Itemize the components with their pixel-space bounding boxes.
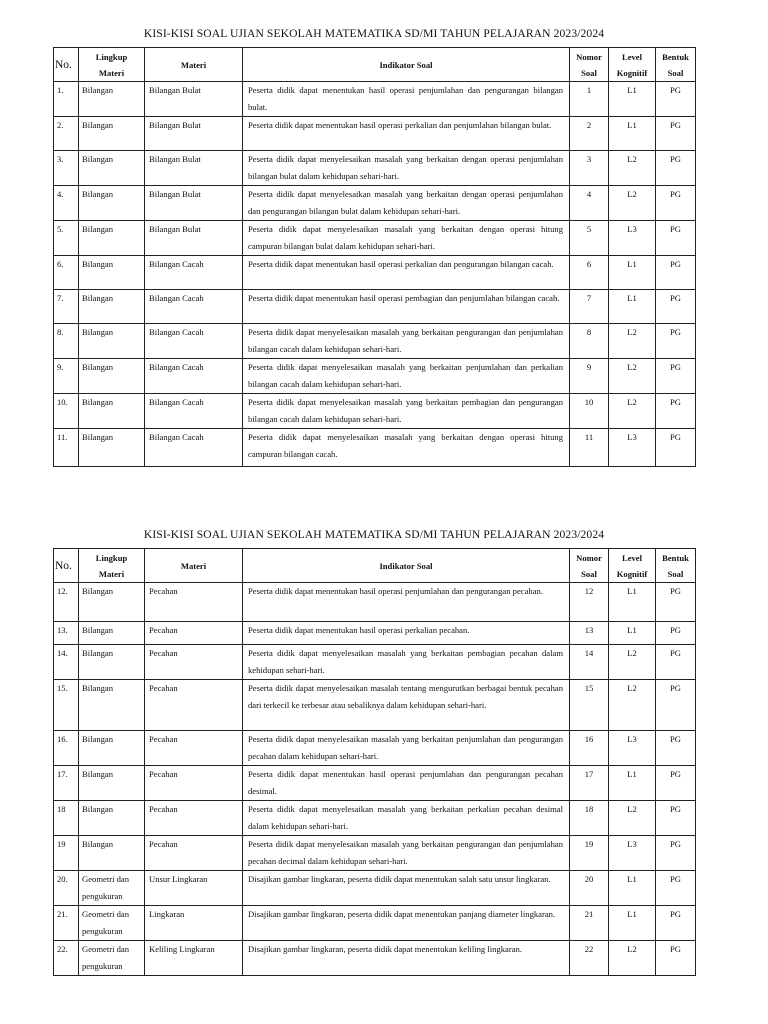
header-indikator-soal: Indikator Soal [243,549,570,583]
kisi-kisi-table [53,47,696,467]
header-materi: Materi [145,48,243,82]
row-lingkup-materi: Bilangan [79,680,145,731]
header-indikator-soal: Indikator Soal [243,48,570,82]
row-materi: Bilangan Cacah [145,394,243,429]
row-materi: Pecahan [145,645,243,680]
row-bentuk-soal: PG [656,394,696,429]
row-nomor-soal: 6 [570,256,609,290]
table-row [54,801,696,836]
table-row [54,941,696,976]
row-lingkup-materi: Bilangan [79,186,145,221]
row-indikator-soal: Peserta didik dapat menyelesaikan masalah yang berkaitan pembagian dan pengurangan bilangan cacah dalam kehidupan sehari-hari. [243,394,570,429]
header-level-kognitif: Level Kognitif [609,48,656,82]
row-indikator-soal: Peserta didik dapat menyelesaikan masalah yang berkaitan pengurangan dan penjumlahan bilangan cacah dalam kehidupan sehari-hari. [243,324,570,359]
table-row [54,186,696,221]
row-materi: Bilangan Cacah [145,359,243,394]
row-number: 5. [54,221,79,256]
row-number: 22. [54,941,79,976]
row-bentuk-soal: PG [656,622,696,645]
row-bentuk-soal: PG [656,801,696,836]
row-level-kognitif: L3 [609,429,656,467]
row-number: 9. [54,359,79,394]
row-bentuk-soal: PG [656,766,696,801]
row-materi: Bilangan Cacah [145,429,243,467]
table-row [54,221,696,256]
row-nomor-soal: 7 [570,290,609,324]
row-level-kognitif: L1 [609,622,656,645]
row-bentuk-soal: PG [656,151,696,186]
row-bentuk-soal: PG [656,82,696,117]
row-bentuk-soal: PG [656,324,696,359]
row-materi: Pecahan [145,622,243,645]
row-indikator-soal: Peserta didik dapat menyelesaikan masalah yang berkaitan dengan operasi hitung campuran bilangan bulat dalam kehidupan sehari-hari. [243,221,570,256]
row-level-kognitif: L2 [609,359,656,394]
row-indikator-soal: Peserta didik dapat menentukan hasil operasi penjumlahan dan pengurangan bilangan bulat. [243,82,570,117]
row-level-kognitif: L2 [609,186,656,221]
header-bentuk-soal: Bentuk Soal [656,549,696,583]
row-number: 6. [54,256,79,290]
row-level-kognitif: L2 [609,645,656,680]
row-nomor-soal: 22 [570,941,609,976]
header-lingkup-materi: Lingkup Materi [79,48,145,82]
table-row [54,871,696,906]
table-row [54,731,696,766]
row-indikator-soal: Peserta didik dapat menyelesaikan masalah yang berkaitan perkalian pecahan desimal dalam kehidupan sehari-hari. [243,801,570,836]
row-indikator-soal: Peserta didik dapat menentukan hasil operasi perkalian pecahan. [243,622,570,645]
row-materi: Bilangan Bulat [145,82,243,117]
header-level-kognitif: Level Kognitif [609,549,656,583]
row-nomor-soal: 17 [570,766,609,801]
row-level-kognitif: L2 [609,941,656,976]
table-header-row [54,48,696,82]
row-indikator-soal: Peserta didik dapat menyelesaikan masalah yang berkaitan penjumlahan dan perkalian bilangan cacah dalam kehidupan sehari-hari. [243,359,570,394]
row-nomor-soal: 11 [570,429,609,467]
row-lingkup-materi: Bilangan [79,801,145,836]
row-level-kognitif: L1 [609,82,656,117]
row-bentuk-soal: PG [656,290,696,324]
row-bentuk-soal: PG [656,645,696,680]
row-materi: Bilangan Cacah [145,290,243,324]
row-nomor-soal: 16 [570,731,609,766]
row-level-kognitif: L2 [609,680,656,731]
row-indikator-soal: Peserta didik dapat menyelesaikan masalah tentang mengurutkan berbagai bentuk pecahan dari terkecil ke terbesar atau sebaliknya dalam kehidupan sehari-hari. [243,680,570,731]
row-lingkup-materi: Bilangan [79,256,145,290]
row-materi: Bilangan Bulat [145,221,243,256]
row-number: 20. [54,871,79,906]
header-nomor-soal: Nomor Soal [570,549,609,583]
row-nomor-soal: 3 [570,151,609,186]
kisi-kisi-section-1 [53,26,695,467]
row-materi: Keliling Lingkaran [145,941,243,976]
row-materi: Pecahan [145,583,243,622]
row-nomor-soal: 13 [570,622,609,645]
row-indikator-soal: Peserta didik dapat menyelesaikan masalah yang berkaitan dengan operasi penjumlahan bilangan bulat dalam kehidupan sehari-hari. [243,151,570,186]
row-number: 17. [54,766,79,801]
table-row [54,359,696,394]
row-bentuk-soal: PG [656,359,696,394]
row-nomor-soal: 15 [570,680,609,731]
table-row [54,117,696,151]
row-indikator-soal: Peserta didik dapat menentukan hasil operasi penjumlahan dan pengurangan pecahan desimal. [243,766,570,801]
table-row [54,394,696,429]
row-bentuk-soal: PG [656,256,696,290]
table-row [54,645,696,680]
kisi-kisi-table [53,548,696,976]
row-indikator-soal: Peserta didik dapat menentukan hasil operasi perkalian dan pengurangan bilangan cacah. [243,256,570,290]
row-materi: Bilangan Bulat [145,186,243,221]
row-lingkup-materi: Bilangan [79,82,145,117]
row-number: 1. [54,82,79,117]
row-nomor-soal: 2 [570,117,609,151]
row-lingkup-materi: Geometri dan pengukuran [79,941,145,976]
table-row [54,151,696,186]
row-indikator-soal: Peserta didik dapat menyelesaikan masalah yang berkaitan pengurangan dan penjumlahan pecahan decimal dalam kehidupan sehari-hari. [243,836,570,871]
row-bentuk-soal: PG [656,941,696,976]
table-row [54,290,696,324]
row-number: 7. [54,290,79,324]
row-level-kognitif: L1 [609,906,656,941]
row-lingkup-materi: Bilangan [79,645,145,680]
table-row [54,256,696,290]
row-number: 15. [54,680,79,731]
row-number: 13. [54,622,79,645]
row-level-kognitif: L1 [609,256,656,290]
row-lingkup-materi: Bilangan [79,290,145,324]
row-number: 16. [54,731,79,766]
row-nomor-soal: 5 [570,221,609,256]
row-lingkup-materi: Bilangan [79,766,145,801]
row-nomor-soal: 19 [570,836,609,871]
row-lingkup-materi: Bilangan [79,117,145,151]
row-indikator-soal: Disajikan gambar lingkaran, peserta didik dapat menentukan salah satu unsur lingkaran. [243,871,570,906]
row-indikator-soal: Peserta didik dapat menyelesaikan masalah yang berkaitan dengan operasi penjumlahan dan pengurangan bilangan bulat dalam kehidupan sehari-hari. [243,186,570,221]
table-row [54,324,696,359]
row-level-kognitif: L2 [609,151,656,186]
header-bentuk-soal: Bentuk Soal [656,48,696,82]
row-number: 10. [54,394,79,429]
row-indikator-soal: Peserta didik dapat menentukan hasil operasi pembagian dan penjumlahan bilangan cacah. [243,290,570,324]
section-title: KISI-KISI SOAL UJIAN SEKOLAH MATEMATIKA SD/MI TAHUN PELAJARAN 2023/2024 [143,27,605,40]
row-number: 19 [54,836,79,871]
row-number: 11. [54,429,79,467]
row-number: 8. [54,324,79,359]
row-number: 18 [54,801,79,836]
row-nomor-soal: 10 [570,394,609,429]
row-bentuk-soal: PG [656,906,696,941]
row-nomor-soal: 14 [570,645,609,680]
row-number: 4. [54,186,79,221]
row-number: 21. [54,906,79,941]
row-materi: Pecahan [145,766,243,801]
row-lingkup-materi: Bilangan [79,324,145,359]
row-lingkup-materi: Bilangan [79,359,145,394]
row-lingkup-materi: Bilangan [79,221,145,256]
row-materi: Pecahan [145,836,243,871]
row-materi: Unsur Lingkaran [145,871,243,906]
row-number: 12. [54,583,79,622]
row-level-kognitif: L2 [609,394,656,429]
row-indikator-soal: Peserta didik dapat menentukan hasil operasi penjumlahan dan pengurangan pecahan. [243,583,570,622]
row-nomor-soal: 12 [570,583,609,622]
row-nomor-soal: 21 [570,906,609,941]
row-lingkup-materi: Geometri dan pengukuran [79,906,145,941]
table-row [54,429,696,467]
row-materi: Lingkaran [145,906,243,941]
row-number: 14. [54,645,79,680]
row-materi: Pecahan [145,680,243,731]
row-level-kognitif: L1 [609,766,656,801]
row-indikator-soal: Peserta didik dapat menyelesaikan masalah yang berkaitan penjumlahan dan pengurangan pecahan dalam kehidupan sehari-hari. [243,731,570,766]
row-lingkup-materi: Bilangan [79,622,145,645]
row-number: 2. [54,117,79,151]
table-row [54,583,696,622]
row-materi: Pecahan [145,731,243,766]
row-bentuk-soal: PG [656,731,696,766]
row-indikator-soal: Peserta didik dapat menentukan hasil operasi perkalian dan penjumlahan bilangan bulat. [243,117,570,151]
row-bentuk-soal: PG [656,836,696,871]
table-row [54,906,696,941]
row-lingkup-materi: Bilangan [79,394,145,429]
row-bentuk-soal: PG [656,117,696,151]
row-lingkup-materi: Bilangan [79,151,145,186]
row-materi: Bilangan Cacah [145,256,243,290]
header-lingkup-materi: Lingkup Materi [79,549,145,583]
row-level-kognitif: L1 [609,290,656,324]
row-materi: Bilangan Cacah [145,324,243,359]
header-nomor-soal: Nomor Soal [570,48,609,82]
row-bentuk-soal: PG [656,583,696,622]
row-materi: Bilangan Bulat [145,117,243,151]
row-indikator-soal: Disajikan gambar lingkaran, peserta didik dapat menentukan panjang diameter lingkaran. [243,906,570,941]
kisi-kisi-section-2 [53,527,695,976]
row-level-kognitif: L2 [609,324,656,359]
table-row [54,766,696,801]
row-level-kognitif: L1 [609,117,656,151]
row-indikator-soal: Peserta didik dapat menyelesaikan masalah yang berkaitan dengan operasi hitung campuran bilangan cacah. [243,429,570,467]
row-bentuk-soal: PG [656,221,696,256]
table-header-row [54,549,696,583]
row-materi: Bilangan Bulat [145,151,243,186]
row-nomor-soal: 9 [570,359,609,394]
row-level-kognitif: L3 [609,836,656,871]
table-row [54,622,696,645]
row-level-kognitif: L1 [609,871,656,906]
row-materi: Pecahan [145,801,243,836]
row-lingkup-materi: Bilangan [79,583,145,622]
table-row [54,82,696,117]
section-title: KISI-KISI SOAL UJIAN SEKOLAH MATEMATIKA SD/MI TAHUN PELAJARAN 2023/2024 [143,528,605,541]
row-level-kognitif: L2 [609,801,656,836]
row-bentuk-soal: PG [656,871,696,906]
row-lingkup-materi: Bilangan [79,836,145,871]
row-nomor-soal: 1 [570,82,609,117]
table-row [54,836,696,871]
row-lingkup-materi: Bilangan [79,429,145,467]
header-no: No. [54,48,79,82]
row-nomor-soal: 18 [570,801,609,836]
row-bentuk-soal: PG [656,186,696,221]
header-no: No. [54,549,79,583]
row-nomor-soal: 4 [570,186,609,221]
row-bentuk-soal: PG [656,680,696,731]
row-indikator-soal: Disajikan gambar lingkaran, peserta didik dapat menentukan keliling lingkaran. [243,941,570,976]
row-bentuk-soal: PG [656,429,696,467]
row-lingkup-materi: Bilangan [79,731,145,766]
row-level-kognitif: L1 [609,583,656,622]
row-indikator-soal: Peserta didik dapat menyelesaikan masalah yang berkaitan pembagian pecahan dalam kehidupan sehari-hari. [243,645,570,680]
row-number: 3. [54,151,79,186]
header-materi: Materi [145,549,243,583]
row-level-kognitif: L3 [609,731,656,766]
row-nomor-soal: 20 [570,871,609,906]
row-nomor-soal: 8 [570,324,609,359]
table-row [54,680,696,731]
row-level-kognitif: L3 [609,221,656,256]
row-lingkup-materi: Geometri dan pengukuran [79,871,145,906]
